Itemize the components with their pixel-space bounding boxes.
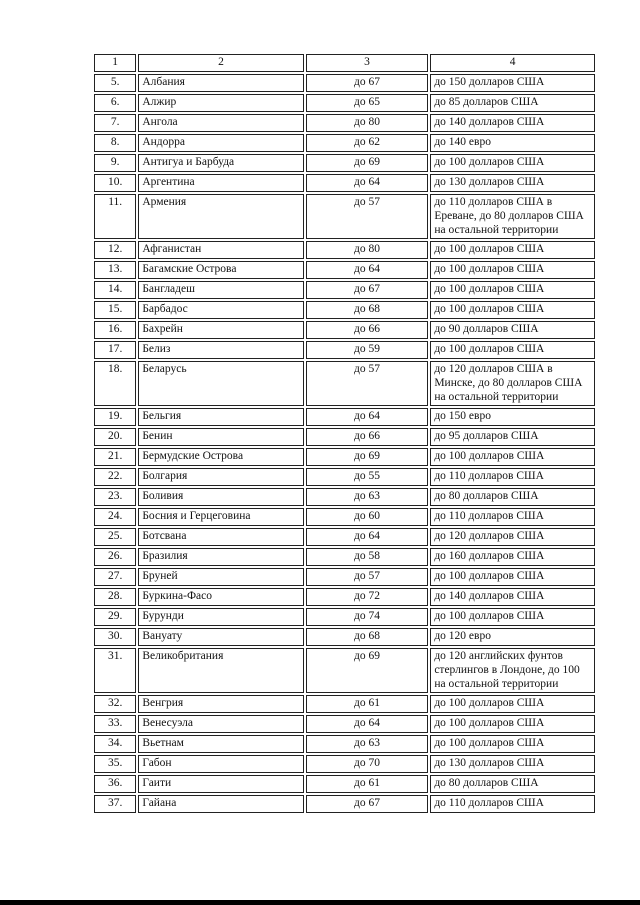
table-row bbox=[94, 361, 595, 406]
amount-cell: до 120 долларов США в Минске, до 80 долларов США на остальной территории bbox=[430, 361, 595, 406]
country-cell: Бахрейн bbox=[138, 321, 303, 339]
amount-cell: до 100 долларов США bbox=[430, 154, 595, 172]
row-number-cell: 24. bbox=[94, 508, 136, 526]
row-number-cell: 21. bbox=[94, 448, 136, 466]
country-cell: Бурунди bbox=[138, 608, 303, 626]
limit-cell: до 80 bbox=[306, 241, 429, 259]
table-row bbox=[94, 154, 595, 172]
country-cell: Алжир bbox=[138, 94, 303, 112]
row-number-cell: 29. bbox=[94, 608, 136, 626]
limit-cell: до 72 bbox=[306, 588, 429, 606]
row-number-cell: 12. bbox=[94, 241, 136, 259]
table-row bbox=[94, 468, 595, 486]
country-cell: Вьетнам bbox=[138, 735, 303, 753]
amount-cell: до 120 английских фунтов стерлингов в Лондоне, до 100 на остальной территории bbox=[430, 648, 595, 693]
scan-bottom-edge bbox=[0, 900, 640, 905]
table-row bbox=[94, 755, 595, 773]
row-number-cell: 33. bbox=[94, 715, 136, 733]
amount-cell: до 140 долларов США bbox=[430, 114, 595, 132]
amount-cell: до 100 долларов США bbox=[430, 281, 595, 299]
row-number-cell: 36. bbox=[94, 775, 136, 793]
amount-cell: до 80 долларов США bbox=[430, 488, 595, 506]
limit-cell: до 66 bbox=[306, 428, 429, 446]
limit-cell: до 65 bbox=[306, 94, 429, 112]
amount-cell: до 130 долларов США bbox=[430, 755, 595, 773]
country-cell: Буркина-Фасо bbox=[138, 588, 303, 606]
row-number-cell: 31. bbox=[94, 648, 136, 693]
amount-cell: до 85 долларов США bbox=[430, 94, 595, 112]
column-number-4: 4 bbox=[430, 54, 595, 72]
row-number-cell: 35. bbox=[94, 755, 136, 773]
row-number-cell: 23. bbox=[94, 488, 136, 506]
table-row bbox=[94, 114, 595, 132]
limit-cell: до 67 bbox=[306, 74, 429, 92]
row-number-cell: 32. bbox=[94, 695, 136, 713]
amount-cell: до 150 долларов США bbox=[430, 74, 595, 92]
country-cell: Боливия bbox=[138, 488, 303, 506]
limit-cell: до 57 bbox=[306, 194, 429, 239]
limit-cell: до 55 bbox=[306, 468, 429, 486]
country-cell: Гайана bbox=[138, 795, 303, 813]
country-cell: Бермудские Острова bbox=[138, 448, 303, 466]
limit-cell: до 70 bbox=[306, 755, 429, 773]
row-number-cell: 9. bbox=[94, 154, 136, 172]
row-number-cell: 22. bbox=[94, 468, 136, 486]
country-cell: Ангола bbox=[138, 114, 303, 132]
limit-cell: до 58 bbox=[306, 548, 429, 566]
amount-cell: до 100 долларов США bbox=[430, 735, 595, 753]
amount-cell: до 110 долларов США bbox=[430, 795, 595, 813]
country-cell: Аргентина bbox=[138, 174, 303, 192]
amount-cell: до 100 долларов США bbox=[430, 241, 595, 259]
table-row bbox=[94, 528, 595, 546]
amount-cell: до 100 долларов США bbox=[430, 261, 595, 279]
country-cell: Армения bbox=[138, 194, 303, 239]
amount-cell: до 100 долларов США bbox=[430, 695, 595, 713]
country-cell: Бразилия bbox=[138, 548, 303, 566]
limit-cell: до 66 bbox=[306, 321, 429, 339]
country-cell: Ботсвана bbox=[138, 528, 303, 546]
limit-cell: до 74 bbox=[306, 608, 429, 626]
table-row bbox=[94, 301, 595, 319]
row-number-cell: 25. bbox=[94, 528, 136, 546]
amount-cell: до 100 долларов США bbox=[430, 608, 595, 626]
amount-cell: до 110 долларов США bbox=[430, 508, 595, 526]
table-row bbox=[94, 695, 595, 713]
limit-cell: до 68 bbox=[306, 301, 429, 319]
table-row bbox=[94, 174, 595, 192]
country-cell: Беларусь bbox=[138, 361, 303, 406]
country-norms-table bbox=[92, 52, 597, 815]
country-cell: Бенин bbox=[138, 428, 303, 446]
country-cell: Багамские Острова bbox=[138, 261, 303, 279]
row-number-cell: 10. bbox=[94, 174, 136, 192]
row-number-cell: 26. bbox=[94, 548, 136, 566]
country-cell: Афганистан bbox=[138, 241, 303, 259]
table-row bbox=[94, 588, 595, 606]
row-number-cell: 18. bbox=[94, 361, 136, 406]
row-number-cell: 15. bbox=[94, 301, 136, 319]
limit-cell: до 63 bbox=[306, 488, 429, 506]
country-cell: Босния и Герцеговина bbox=[138, 508, 303, 526]
limit-cell: до 80 bbox=[306, 114, 429, 132]
limit-cell: до 67 bbox=[306, 281, 429, 299]
table-row bbox=[94, 321, 595, 339]
row-number-cell: 28. bbox=[94, 588, 136, 606]
table-row bbox=[94, 775, 595, 793]
limit-cell: до 64 bbox=[306, 528, 429, 546]
country-cell: Болгария bbox=[138, 468, 303, 486]
table-row bbox=[94, 74, 595, 92]
table-body bbox=[94, 54, 595, 813]
limit-cell: до 68 bbox=[306, 628, 429, 646]
column-number-3: 3 bbox=[306, 54, 429, 72]
row-number-cell: 5. bbox=[94, 74, 136, 92]
table-row bbox=[94, 94, 595, 112]
row-number-cell: 16. bbox=[94, 321, 136, 339]
table-row bbox=[94, 508, 595, 526]
column-number-2: 2 bbox=[138, 54, 303, 72]
table-row bbox=[94, 648, 595, 693]
amount-cell: до 100 долларов США bbox=[430, 301, 595, 319]
country-cell: Антигуа и Барбуда bbox=[138, 154, 303, 172]
limit-cell: до 61 bbox=[306, 695, 429, 713]
table-row bbox=[94, 428, 595, 446]
limit-cell: до 59 bbox=[306, 341, 429, 359]
row-number-cell: 11. bbox=[94, 194, 136, 239]
country-cell: Венесуэла bbox=[138, 715, 303, 733]
table-row bbox=[94, 795, 595, 813]
amount-cell: до 120 евро bbox=[430, 628, 595, 646]
row-number-cell: 13. bbox=[94, 261, 136, 279]
limit-cell: до 69 bbox=[306, 448, 429, 466]
amount-cell: до 100 долларов США bbox=[430, 568, 595, 586]
column-number-row bbox=[94, 54, 595, 72]
country-cell: Белиз bbox=[138, 341, 303, 359]
table-row bbox=[94, 194, 595, 239]
limit-cell: до 62 bbox=[306, 134, 429, 152]
limit-cell: до 57 bbox=[306, 568, 429, 586]
amount-cell: до 140 евро bbox=[430, 134, 595, 152]
country-cell: Бруней bbox=[138, 568, 303, 586]
table-row bbox=[94, 608, 595, 626]
country-cell: Великобритания bbox=[138, 648, 303, 693]
row-number-cell: 14. bbox=[94, 281, 136, 299]
limit-cell: до 67 bbox=[306, 795, 429, 813]
table-row bbox=[94, 488, 595, 506]
table-row bbox=[94, 448, 595, 466]
amount-cell: до 80 долларов США bbox=[430, 775, 595, 793]
table-row bbox=[94, 548, 595, 566]
amount-cell: до 100 долларов США bbox=[430, 448, 595, 466]
row-number-cell: 27. bbox=[94, 568, 136, 586]
row-number-cell: 7. bbox=[94, 114, 136, 132]
country-cell: Гаити bbox=[138, 775, 303, 793]
limit-cell: до 60 bbox=[306, 508, 429, 526]
limit-cell: до 69 bbox=[306, 154, 429, 172]
limit-cell: до 64 bbox=[306, 174, 429, 192]
limit-cell: до 64 bbox=[306, 408, 429, 426]
limit-cell: до 63 bbox=[306, 735, 429, 753]
table-row bbox=[94, 241, 595, 259]
row-number-cell: 19. bbox=[94, 408, 136, 426]
row-number-cell: 30. bbox=[94, 628, 136, 646]
amount-cell: до 110 долларов США в Ереване, до 80 долларов США на остальной территории bbox=[430, 194, 595, 239]
limit-cell: до 64 bbox=[306, 715, 429, 733]
limit-cell: до 69 bbox=[306, 648, 429, 693]
country-cell: Албания bbox=[138, 74, 303, 92]
country-cell: Барбадос bbox=[138, 301, 303, 319]
table-row bbox=[94, 568, 595, 586]
column-number-1: 1 bbox=[94, 54, 136, 72]
limit-cell: до 64 bbox=[306, 261, 429, 279]
row-number-cell: 34. bbox=[94, 735, 136, 753]
amount-cell: до 100 долларов США bbox=[430, 715, 595, 733]
row-number-cell: 6. bbox=[94, 94, 136, 112]
country-cell: Бельгия bbox=[138, 408, 303, 426]
limit-cell: до 61 bbox=[306, 775, 429, 793]
amount-cell: до 150 евро bbox=[430, 408, 595, 426]
table-row bbox=[94, 281, 595, 299]
amount-cell: до 90 долларов США bbox=[430, 321, 595, 339]
table-row bbox=[94, 628, 595, 646]
table-row bbox=[94, 735, 595, 753]
row-number-cell: 37. bbox=[94, 795, 136, 813]
amount-cell: до 160 долларов США bbox=[430, 548, 595, 566]
country-cell: Бангладеш bbox=[138, 281, 303, 299]
country-cell: Вануату bbox=[138, 628, 303, 646]
amount-cell: до 95 долларов США bbox=[430, 428, 595, 446]
country-cell: Венгрия bbox=[138, 695, 303, 713]
row-number-cell: 8. bbox=[94, 134, 136, 152]
country-cell: Габон bbox=[138, 755, 303, 773]
amount-cell: до 130 долларов США bbox=[430, 174, 595, 192]
limit-cell: до 57 bbox=[306, 361, 429, 406]
table-row bbox=[94, 261, 595, 279]
row-number-cell: 17. bbox=[94, 341, 136, 359]
table-row bbox=[94, 408, 595, 426]
country-cell: Андорра bbox=[138, 134, 303, 152]
table-row bbox=[94, 134, 595, 152]
row-number-cell: 20. bbox=[94, 428, 136, 446]
table-row bbox=[94, 341, 595, 359]
amount-cell: до 110 долларов США bbox=[430, 468, 595, 486]
amount-cell: до 100 долларов США bbox=[430, 341, 595, 359]
table-row bbox=[94, 715, 595, 733]
amount-cell: до 140 долларов США bbox=[430, 588, 595, 606]
amount-cell: до 120 долларов США bbox=[430, 528, 595, 546]
